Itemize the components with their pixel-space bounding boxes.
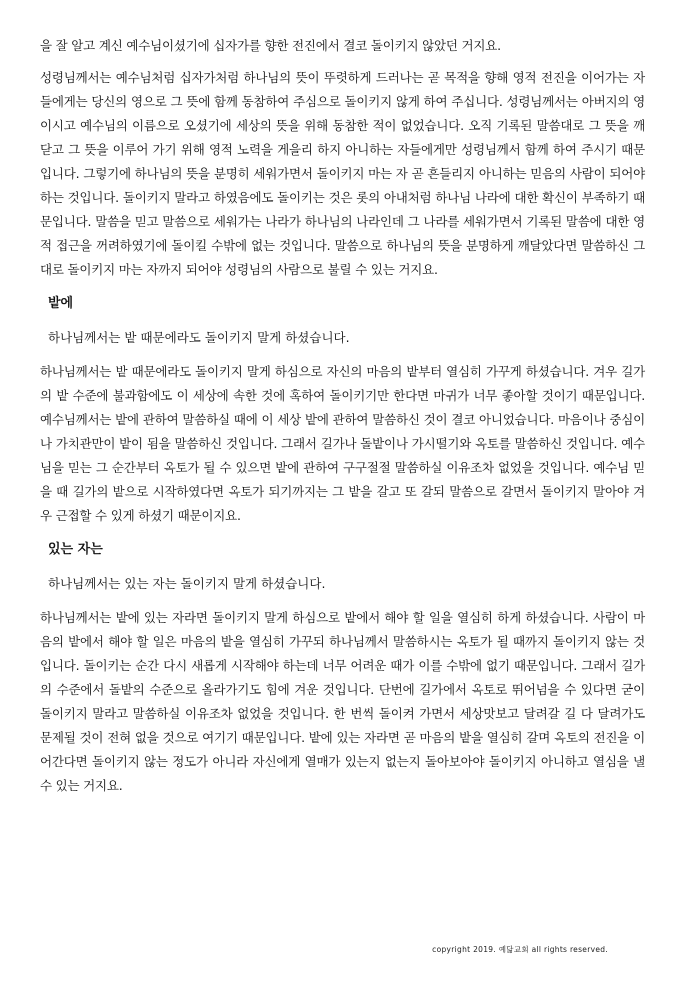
section-heading-those-who-are: 있는 자는 <box>48 542 103 557</box>
paragraph-holy-spirit: 성령님께서는 예수님처럼 십자가처럼 하나님의 뜻이 뚜렷하게 드러나는 곧 목적을 향해 영적 전진을 이어가는 자들에게는 당신의 영으로 그 뜻에 함께 동참하여 주심으로 돌이키지 않게 하여 주십니다. 성령님께서는 아버지의 영이시고 예수님의 이름으로 오셨기에 세상의 뜻을 위해 동참한 적이 없었습니다. 오직 기록된 말씀대로 그 뜻을 깨닫고 그 뜻을 이루어 가기 위해 영적 노력을 게을리 하지 아니하는 자들에게만 성령님께서 함께 하여 주시기 때문입니다. 그렇기에 하나님의 뜻을 분명히 세워가면서 돌이키지 마는 자 곧 흔들리지 아니하는 믿음의 사람이 되어야 하는 것입니다. 돌이키지 말라고 하였음에도 돌이키는 것은 롯의 아내처럼 하나님 나라에 대한 확신이 부족하기 때문입니다. 말씀을 믿고 말씀으로 세워가는 나라가 하나님의 나라인데 그 나라를 세워가면서 기록된 말씀에 대한 영적 접근을 꺼려하였기에 돌이킬 수밖에 없는 것입니다. 말씀으로 하나님의 뜻을 분명하게 깨달았다면 말씀하신 그대로 돌이키지 마는 자까지 되어야 성령님의 사람으로 불릴 수 있는 거지요. <box>40 70 645 277</box>
document-body <box>40 34 645 806</box>
section-lead-field: 하나님께서는 밭 때문에라도 돌이키지 말게 하셨습니다. <box>48 330 350 345</box>
section-heading-field: 밭에 <box>48 296 74 311</box>
paragraph-field: 하나님께서는 밭 때문에라도 돌이키지 말게 하심으로 자신의 마음의 밭부터 열심히 가꾸게 하셨습니다. 겨우 길가의 밭 수준에 불과함에도 이 세상에 속한 것에 혹하여 돌이키기만 한다면 마귀가 너무 좋아할 것이기 때문입니다. 예수님께서는 밭에 관하여 말씀하실 때에 이 세상 밭에 관하여 말씀하신 것이 결코 아니었습니다. 마음이나 중심이나 가치관만이 밭이 됨을 말씀하신 것입니다. 그래서 길가나 돌밭이나 가시떨기와 옥토를 말씀하신 것입니다. 예수님을 믿는 그 순간부터 옥토가 될 수 있으면 밭에 관하여 구구절절 말씀하실 이유조차 없었을 것입니다. 예수님 믿을 때 길가의 밭으로 시작하였다면 옥토가 되기까지는 그 밭을 갈고 또 갈되 말씀으로 갈면서 돌이키지 말아야 겨우 근접할 수 있게 하셨기 때문이지요. <box>40 364 645 523</box>
paragraph-those-who-are: 하나님께서는 밭에 있는 자라면 돌이키지 말게 하심으로 밭에서 해야 할 일을 열심히 하게 하셨습니다. 사람이 마음의 밭에서 해야 할 일은 마음의 밭을 열심히 가꾸되 하나님께서 말씀하시는 옥토가 될 때까지 돌이키지 않는 것입니다. 돌이키는 순간 다시 새롭게 시작해야 하는데 너무 어려운 때가 이를 수밖에 없기 때문입니다. 그래서 길가의 수준에서 돌밭의 수준으로 올라가기도 힘에 겨운 것입니다. 단번에 길가에서 옥토로 뛰어넘을 수 있다면 굳이 돌이키지 말라고 말씀하실 이유조차 없었을 것입니다. 한 번씩 돌이켜 가면서 세상맛보고 달려갈 길 다 달려가도 문제될 것이 전혀 없을 것으로 여기기 때문입니다. 밭에 있는 자라면 곧 마음의 밭을 열심히 갈며 옥토의 전진을 이어간다면 돌이키지 않는 정도가 아니라 자신에게 열매가 있는지 없는지 돌아보아야 돌이키지 아니하고 열심을 낼 수 있는 거지요. <box>40 610 645 793</box>
copyright-footer: copyright 2019. 예닮교회 all rights reserved. <box>432 945 608 954</box>
paragraph-intro: 을 잘 알고 계신 예수님이셨기에 십자가를 향한 전진에서 결코 돌이키지 않았던 거지요. <box>40 38 501 53</box>
section-lead-those-who-are: 하나님께서는 있는 자는 돌이키지 말게 하셨습니다. <box>48 576 326 591</box>
